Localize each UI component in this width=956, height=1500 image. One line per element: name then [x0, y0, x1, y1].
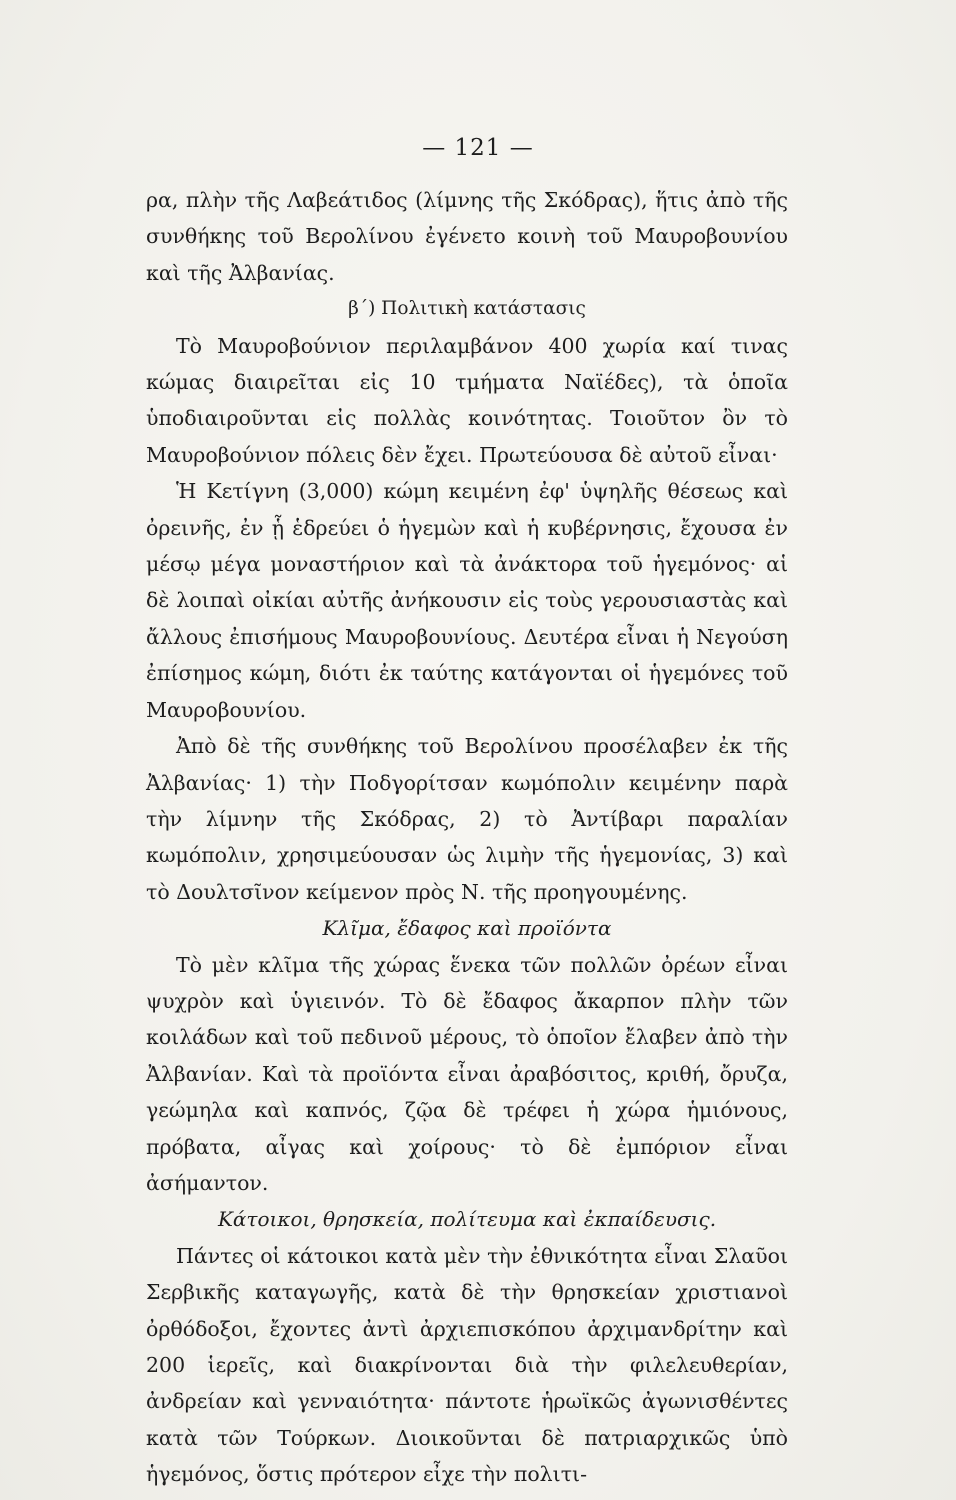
paragraph-villages: Τὸ Μαυροβούνιον περιλαμβάνον 400 χωρία καί τινας κώμας διαιρεῖται εἰς 10 τμήματα Ναϊέδες), τὰ ὁποῖα ὑποδιαιροῦνται εἰς πολλὰς κοινότητας. Τοιοῦτον ὂν τὸ Μαυροβούνιον πόλεις δὲν ἔχει. Πρωτεύουσα δὲ αὐτοῦ εἶναι· [146, 333, 788, 467]
paragraph-climate: Τὸ μὲν κλῖμα τῆς χώρας ἕνεκα τῶν πολλῶν ὀρέων εἶναι ψυχρὸν καὶ ὑγιεινόν. Τὸ δὲ ἔδαφος ἄκαρπον πλὴν τῶν κοιλάδων καὶ τοῦ πεδινοῦ μέρους, τὸ ὁποῖον ἔλαβεν ἀπὸ τὴν Ἀλβανίαν. Καὶ τὰ προϊόντα εἶναι ἀραβόσιτος, κριθή, ὄρυζα, γεώμηλα καὶ καπνός, ζῷα δὲ τρέφει ἡ χώρα ἡμιόνους, πρόβατα, αἶγας καὶ χοίρους· τὸ δὲ ἐμπόριον εἶναι ἀσήμαντον. [146, 952, 788, 1195]
section-heading-political-state: β΄) Πολιτικὴ κατάστασις [348, 298, 586, 320]
section-heading-inhabitants: Κάτοικοι, θρησκεία, πολίτευμα καὶ ἐκπαίδευσις. [217, 1207, 717, 1232]
paragraph-continuation: ρα, πλὴν τῆς Λαβεάτιδος (λίμνης τῆς Σκόδρας), ἥτις ἀπὸ τῆς συνθήκης τοῦ Βερολίνου ἐγένετο κοινὴ τοῦ Μαυροβουνίου καὶ τῆς Ἀλβανίας. [146, 188, 788, 285]
body-text [146, 182, 788, 1493]
paragraph-berlin-treaty: Ἀπὸ δὲ τῆς συνθήκης τοῦ Βερολίνου προσέλαβεν ἐκ τῆς Ἀλβανίας· 1) τὴν Ποδγορίτσαν κωμόπολιν κειμένην παρὰ τὴν λίμνην τῆς Σκόδρας, 2) τὸ Ἀντίβαρι παραλίαν κωμόπολιν, χρησιμεύουσαν ὡς λιμὴν τῆς ἡγεμονίας, 3) καὶ τὸ Δουλτσῖνον κείμενον πρὸς Ν. τῆς προηγουμένης. [146, 734, 788, 904]
paragraph-inhabitants: Πάντες οἱ κάτοικοι κατὰ μὲν τὴν ἐθνικότητα εἶναι Σλαῦοι Σερβικῆς καταγωγῆς, κατὰ δὲ τὴν θρησκείαν χριστιανοὶ ὀρθόδοξοι, ἔχοντες ἀντὶ ἀρχιεπισκόπου ἀρχιμανδρίτην καὶ 200 ἱερεῖς, καὶ διακρίνονται διὰ τὴν φιλελευθερίαν, ἀνδρείαν καὶ γενναιότητα· πάντοτε ἡρωϊκῶς ἀγωνισθέντες κατὰ τῶν Τούρκων. Διοικοῦνται δὲ πατριαρχικῶς ὑπὸ ἡγεμόνος, ὅστις πρότερον εἶχε τὴν πολιτι- [146, 1243, 788, 1487]
section-heading-climate: Κλῖμα, ἔδαφος καὶ προϊόντα [322, 916, 612, 941]
paragraph-cetinje: Ἡ Κετίγνη (3,000) κώμη κειμένη ἐφ' ὑψηλῆς θέσεως καὶ ὀρεινῆς, ἐν ᾗ ἑδρεύει ὁ ἡγεμὼν καὶ ἡ κυβέρνησις, ἔχουσα ἐν μέσῳ μέγα μοναστήριον καὶ τὰ ἀνάκτορα τοῦ ἡγεμόνος· αἱ δὲ λοιπαὶ οἰκίαι αὐτῆς ἀνήκουσιν εἰς τοὺς γερουσιαστὰς καὶ ἄλλους ἐπισήμους Μαυροβουνίους. Δευτέρα εἶναι ἡ Νεγούση ἐπίσημος κώμη, διότι ἐκ ταύτης κατάγονται οἱ ἡγεμόνες τοῦ Μαυροβουνίου. [146, 479, 788, 722]
page-number: — 121 — [422, 135, 534, 161]
